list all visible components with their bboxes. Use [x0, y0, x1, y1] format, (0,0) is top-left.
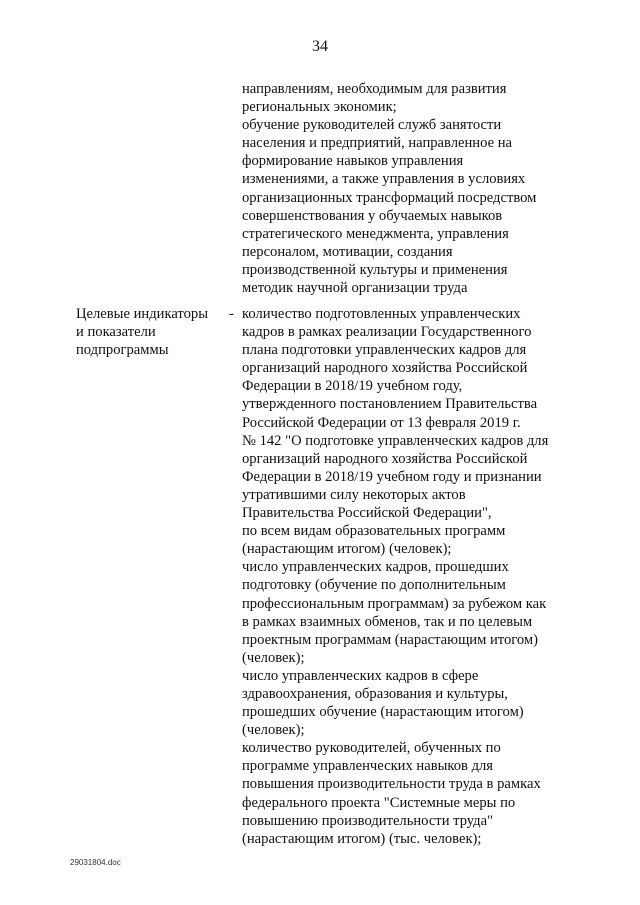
text-line: № 142 "О подготовке управленческих кадров для	[242, 432, 549, 449]
text-line: региональных экономик;	[242, 99, 397, 116]
page-number: 34	[312, 38, 328, 55]
text-line: населения и предприятий, направленное на	[242, 135, 513, 152]
text-line: число управленческих кадров в сфере	[242, 667, 479, 684]
text-line: профессиональным программам) за рубежом как	[242, 595, 547, 612]
text-line: Федерации в 2018/19 учебном году,	[242, 378, 463, 395]
indicators-text-block	[242, 305, 572, 848]
text-line: Правительства Российской Федерации",	[242, 505, 492, 522]
text-line: повышению производительности труда"	[242, 812, 494, 829]
label-dash: -	[229, 306, 234, 322]
text-line: (человек);	[242, 649, 305, 666]
text-line: количество руководителей, обученных по	[242, 740, 501, 757]
text-line: изменениями, а также управления в условиях	[242, 171, 526, 188]
text-line: в рамках взаимных обменов, так и по целевым	[242, 613, 533, 630]
indicators-label	[76, 305, 226, 359]
text-line: (нарастающим итогом) (человек);	[242, 541, 452, 558]
text-line: (нарастающим итогом) (тыс. человек);	[242, 830, 482, 847]
text-line: по всем видам образовательных программ	[242, 523, 506, 540]
text-line: организаций народного хозяйства Российской	[242, 450, 528, 467]
text-line: кадров в рамках реализации Государственного	[242, 324, 532, 341]
text-line: утратившими силу некоторых актов	[242, 486, 466, 503]
text-line: совершенствования у обучаемых навыков	[242, 207, 503, 224]
text-line: обучение руководителей служб занятости	[242, 117, 502, 134]
text-line: стратегического менеджмента, управления	[242, 225, 509, 242]
footer-filename: 29031804.doc	[70, 858, 121, 867]
text-line: прошедших обучение (нарастающим итогом)	[242, 704, 524, 721]
text-line: (человек);	[242, 722, 305, 739]
text-line: плана подготовки управленческих кадров для	[242, 342, 527, 359]
top-text-block	[242, 80, 572, 297]
text-line: Федерации в 2018/19 учебном году и признании	[242, 468, 542, 485]
label-line: и показатели	[76, 324, 156, 341]
text-line: утвержденного постановлением Правительства	[242, 396, 538, 413]
text-line: количество подготовленных управленческих	[242, 306, 521, 322]
text-line: персоналом, мотивации, создания	[242, 243, 453, 260]
text-line: Российской Федерации от 13 февраля 2019 г.	[242, 414, 521, 431]
text-line: организационных трансформаций посредством	[242, 189, 537, 206]
text-line: федерального проекта "Системные меры по	[242, 794, 516, 811]
text-line: подготовку (обучение по дополнительным	[242, 577, 506, 594]
text-line: формирование навыков управления	[242, 153, 464, 170]
text-line: число управленческих кадров, прошедших	[242, 559, 509, 576]
label-line: подпрограммы	[76, 342, 169, 359]
text-line: организаций народного хозяйства Российской	[242, 360, 528, 377]
text-line: проектным программам (нарастающим итогом)	[242, 631, 539, 648]
text-line: повышения производительности труда в рамках	[242, 776, 541, 793]
text-line: программе управленческих навыков для	[242, 758, 494, 775]
text-line: методик научной организации труда	[242, 280, 468, 297]
text-line: здравоохранения, образования и культуры,	[242, 685, 508, 702]
label-line: Целевые индикаторы	[76, 306, 209, 322]
text-line: направлениям, необходимым для развития	[242, 81, 507, 97]
text-line: производственной культуры и применения	[242, 261, 508, 278]
